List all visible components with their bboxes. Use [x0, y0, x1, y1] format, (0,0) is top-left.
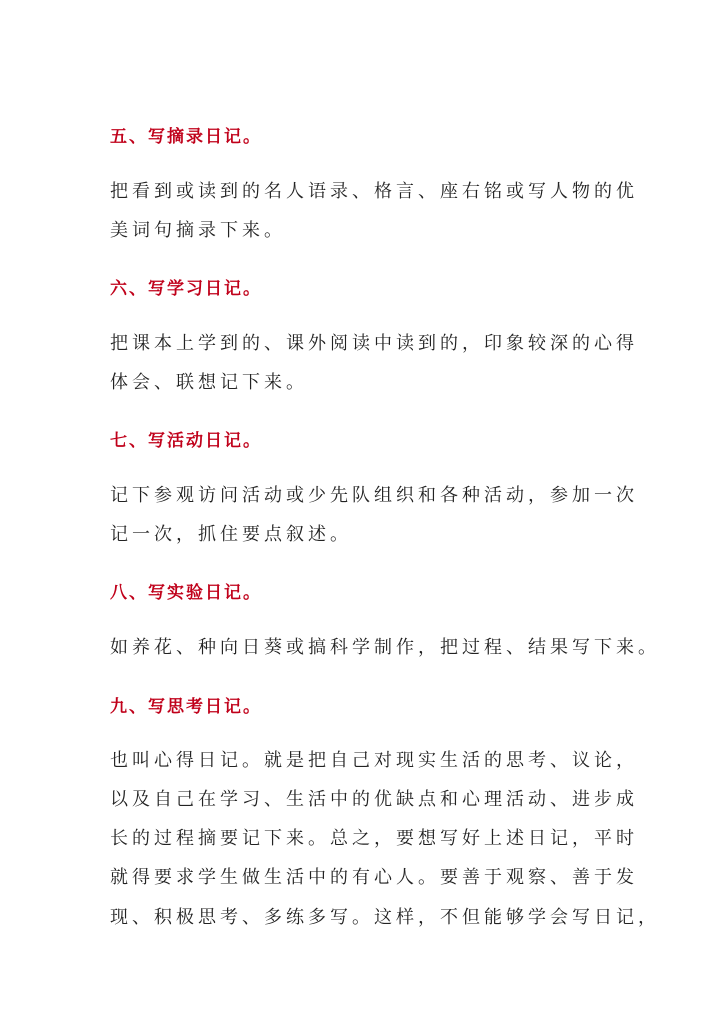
- paragraph-line: 现、积极思考、多练多写。这样，不但能够学会写日记，: [110, 907, 660, 928]
- section-heading-excerpt-diary: 五、写摘录日记。: [110, 127, 262, 147]
- paragraph-line: 记下参观访问活动或少先队组织和各种活动，参加一次: [110, 485, 638, 506]
- paragraph-line: 也叫心得日记。就是把自己对现实生活的思考、议论，: [110, 750, 638, 771]
- paragraph-line: 把看到或读到的名人语录、格言、座右铭或写人物的优: [110, 181, 638, 202]
- section-heading-experiment-diary: 八、写实验日记。: [110, 583, 262, 603]
- paragraph-line: 美词句摘录下来。: [110, 220, 286, 241]
- section-heading-study-diary: 六、写学习日记。: [110, 279, 262, 299]
- paragraph-line: 就得要求学生做生活中的有心人。要善于观察、善于发: [110, 867, 638, 888]
- paragraph-line: 把课本上学到的、课外阅读中读到的，印象较深的心得: [110, 333, 638, 354]
- paragraph-line: 以及自己在学习、生活中的优缺点和心理活动、进步成: [110, 789, 638, 810]
- section-heading-activity-diary: 七、写活动日记。: [110, 431, 262, 451]
- paragraph-line: 体会、联想记下来。: [110, 372, 308, 393]
- paragraph-line: 如养花、种向日葵或搞科学制作，把过程、结果写下来。: [110, 637, 660, 658]
- section-heading-reflection-diary: 九、写思考日记。: [110, 697, 262, 717]
- paragraph-line: 记一次，抓住要点叙述。: [110, 524, 352, 545]
- paragraph-line: 长的过程摘要记下来。总之，要想写好上述日记，平时: [110, 828, 638, 849]
